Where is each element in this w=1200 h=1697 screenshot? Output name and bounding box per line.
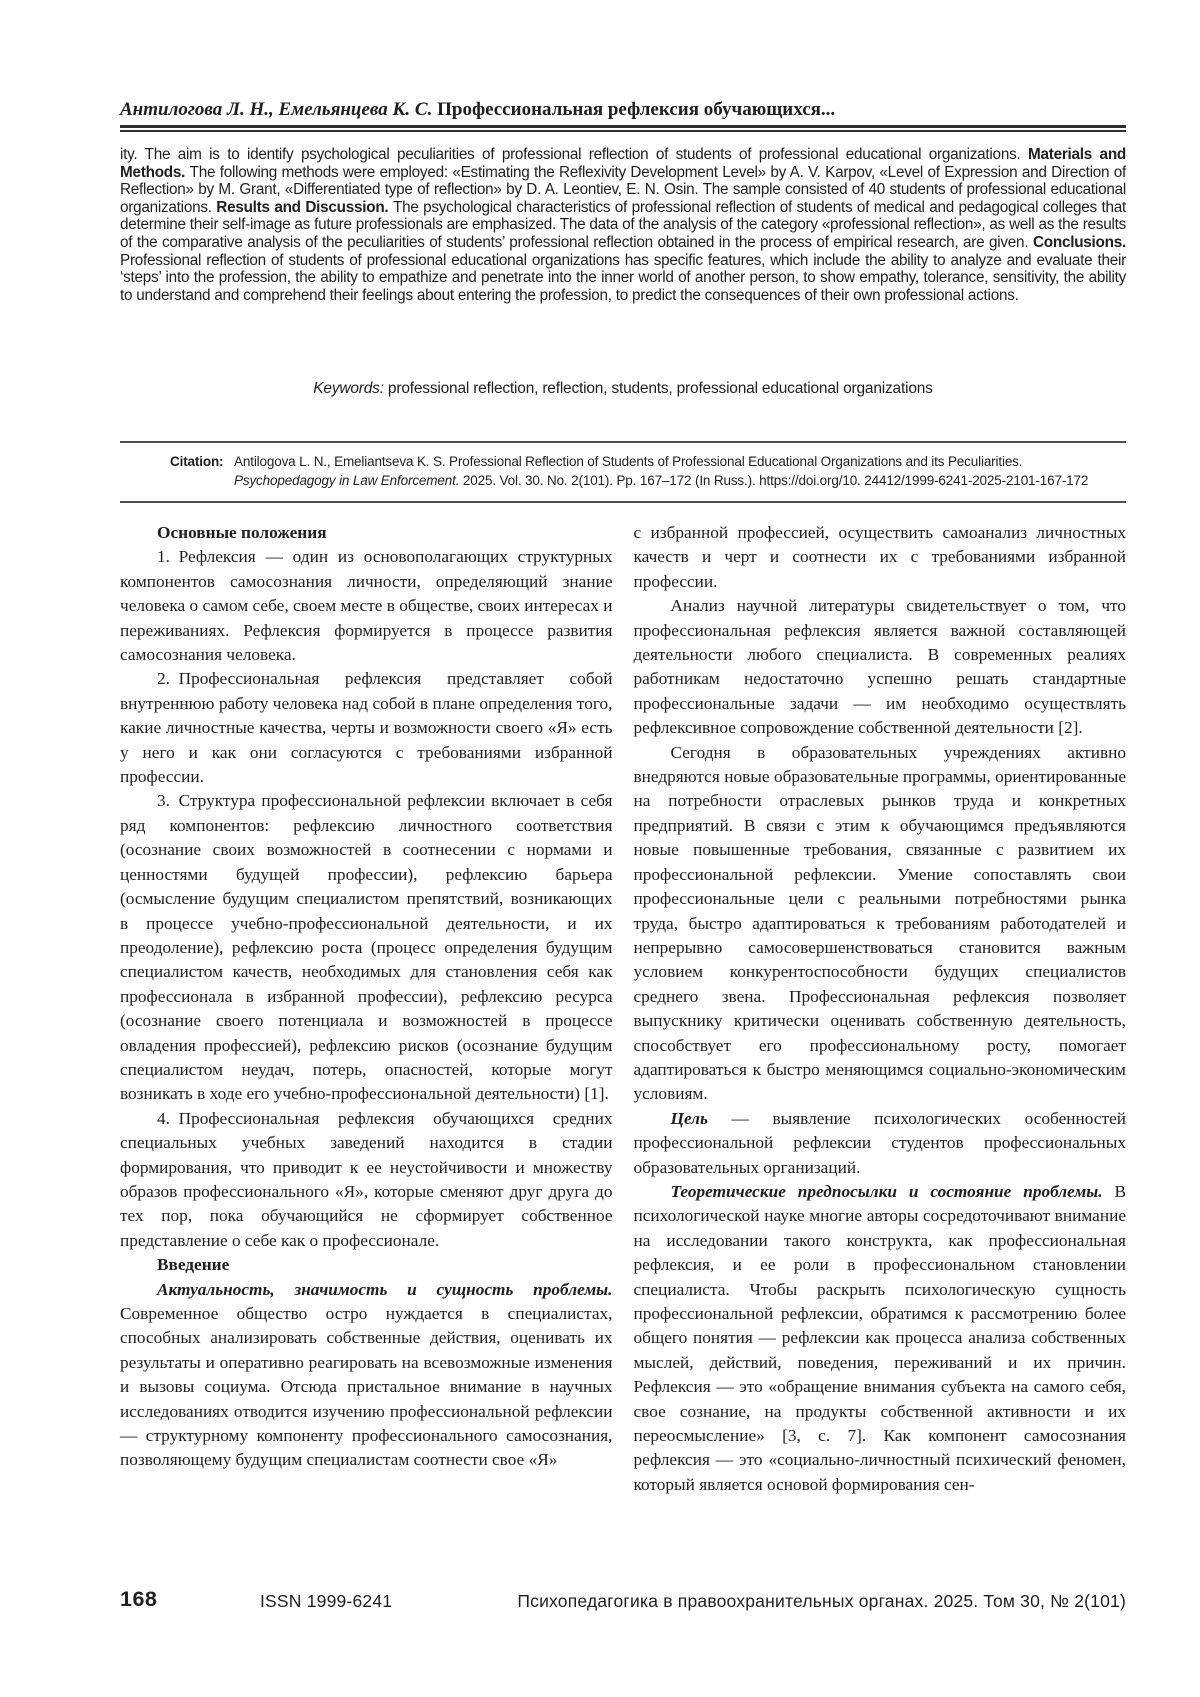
running-head-authors: Антилогова Л. Н., Емельянцева К. С. <box>120 99 433 120</box>
running-head <box>120 99 1126 121</box>
text-run: 3. Структура профессиональной рефлексии включает в себя ряд компонентов: рефлексию личностного соответствия (осознание своих возможностей в соотнесении с нормами и ценностями будущей профессии), рефлексию барьера (осмысление будущим специалистом препятствий, возникающих в процессе учебно-профессиональной деятельности, и их преодоление), рефлексию роста (процесс определения будущим специалистом качеств, необходимых для становления себя как профессионала в избранной профессии), рефлексию ресурса (осознание своего потенциала и возможностей в процессе овладения профессией), рефлексию рисков (осознание будущим специалистом неудач, потерь, опасностей, которые могут возникать в ходе его учебно-профессиональной деятельности) [1]. <box>120 791 613 1104</box>
text-run: Цель <box>670 1108 708 1128</box>
text-run: Актуальность, значимость и сущность проблемы. <box>157 1279 613 1299</box>
abstract-text <box>120 146 1126 304</box>
text-run: 1. Рефлексия — один из основополагающих структурных компонентов самосознания личности, определяющий знание человека о самом себе, своем месте в обществе, своих интересах и переживаниях. Рефлексия формируется в процессе развития самосознания человека. <box>120 547 613 665</box>
text-run: — выявление психологических особенностей профессиональной рефлексии студентов профессиональных образовательных организаций. <box>633 1108 1126 1177</box>
citation-label: Citation: <box>170 454 224 469</box>
keywords-text: professional reflection, reflection, students, professional educational organizations <box>383 380 933 397</box>
section-heading <box>120 1253 613 1277</box>
keywords-line <box>120 380 1126 398</box>
text-run: Materials and Methods. <box>120 146 1127 181</box>
text-run: 4. Профессиональная рефлексия обучающихся средних специальных учебных заведений находится в стадии формирования, что приводит к ее неустойчивости и множеству образов профессионального «Я», которые сменяют друг друга до тех пор, пока обучающийся не сформирует собственное представление о себе как о профессионале. <box>120 1108 613 1250</box>
section-heading <box>120 521 613 545</box>
paragraph <box>120 1107 613 1253</box>
page-footer <box>120 1587 1126 1619</box>
paragraph <box>634 741 1127 1107</box>
citation-block <box>120 441 1126 503</box>
page-number: 168 <box>120 1587 158 1611</box>
text-run: Современное общество остро нуждается в специалистах, способных анализировать собственные действия, оценивать их результаты и оперативно реагировать на всевозможные изменения и вызовы социума. Отсюда пристальное внимание в научных исследованиях отводится изучению профессиональной рефлексии — структурному компоненту профессионального самосознания, позволяющему будущим специалистам соотнести свое «Я» <box>120 1304 613 1470</box>
paragraph <box>120 667 613 789</box>
paragraph <box>634 521 1127 594</box>
text-run: Анализ научной литературы свидетельствует о том, что профессиональная рефлексия является важной составляющей деятельности любого специалиста. В современных реалиях работникам недостаточно успешно решать стандартные профессиональные задачи — им необходимо осуществлять рефлексивное сопровождение собственной деятельности [2]. <box>633 596 1126 738</box>
paragraph <box>634 594 1127 740</box>
text-run: Conclusions. <box>1032 233 1126 251</box>
text-run: Теоретические предпосылки и состояние проблемы. <box>670 1181 1103 1201</box>
text-run: The psychological characteristics of professional reflection of students of medical and pedagogical colleges that determine their self-image as future professionals are emphasized. The data of the analysis of the category «professional reflection», as well as the results of the comparative analysis of the peculiarities of students’ professional reflection obtained in the process of empirical research, are given. <box>120 198 1126 251</box>
paragraph <box>634 1180 1127 1497</box>
issn-label: ISSN 1999-6241 <box>260 1591 393 1611</box>
paragraph <box>120 1278 613 1473</box>
left-column <box>120 521 613 1497</box>
paragraph <box>120 789 613 1106</box>
text-run: Сегодня в образовательных учреждениях активно внедряются новые образовательные программы, ориентированные на потребности отраслевых рынков труда и конкретных предприятий. В связи с этим к обучающимся предъявляются новые повышенные требования, связанные с развитием их профессиональной рефлексии. Умение сопоставлять свои профессиональные цели с реальными потребностями рынка труда, быстро адаптироваться к требованиям работодателей и непрерывно самосовершенствоваться становится важным условием конкурентоспособности будущих специалистов среднего звена. Профессиональная рефлексия позволяет выпускнику критически оценивать собственную деятельность, способствует его профессиональному росту, помогает адаптироваться к быстро меняющимся социально-экономическим условиям. <box>633 742 1126 1104</box>
keywords-label: Keywords: <box>313 380 384 397</box>
text-run: В психологической науке многие авторы сосредоточивают внимание на исследовании такого конструкта, как профессиональная рефлексия, и ее роли в профессиональном становлении специалиста. Чтобы раскрыть психологическую сущность профессиональной рефлексии, обратимся к рассмотрению более общего понятия — рефлексии как процесса анализа собственных мыслей, действий, поведения, переживаний и их причин. Рефлексия — это «обращение внимания субъекта на самого себя, свое сознание, на продукты собственной активности и их переосмысление» [3, с. 7]. Как компонент самосознания рефлексия — это «социально-личностный психический феномен, который является основой формирования сен- <box>633 1181 1126 1494</box>
citation-text <box>234 452 1116 490</box>
paragraph <box>120 545 613 667</box>
right-column <box>634 521 1127 1497</box>
text-run: Professional reflection of students of professional educational organizations has specific features, which include the ability to analyze and evaluate their ‘steps’ into the profession, the ability to empathize and penetrate into the inner world of another person, to show empathy, tolerance, sensitivity, the ability to understand and comprehend their feelings about entering the profession, to predict the consequences of their own professional actions. <box>120 251 1126 304</box>
running-head-title: Профессиональная рефлексия обучающихся... <box>432 99 836 120</box>
text-run: Основные положения <box>157 523 327 542</box>
text-run: Antilogova L. N., Emeliantseva K. S. Professional Reflection of Students of Professional Educational Organizations and its Peculiarities. <box>234 454 1023 469</box>
text-run: с избранной профессией, осуществить самоанализ личностных качеств и черт и соотнести их с требованиями избранной профессии. <box>633 523 1126 591</box>
journal-line: Психопедагогика в правоохранительных органах. 2025. Том 30, № 2(101) <box>517 1591 1126 1611</box>
text-run: The following methods were employed: «Estimating the Reflexivity Development Level» by A. V. Karpov, «Level of Expression and Direction of Reflection» by M. Grant, «Differentiated type of reflection» by D. A. Leontiev, E. N. Osin. The sample consisted of 40 students of professional educational organizations. <box>120 163 1126 216</box>
text-run: ity. The aim is to identify psychological peculiarities of professional reflection of students of professional educational organizations. <box>120 146 1028 163</box>
text-run: Введение <box>157 1255 230 1275</box>
text-run: 2025. Vol. 30. No. 2(101). Pp. 167–172 (In Russ.). https://doi.org/10. 24412/1999-6241-2025-2101-167-172 <box>459 473 1089 488</box>
header-double-rule <box>120 125 1126 132</box>
text-run: Psychopedagogy in Law Enforcement. <box>234 473 460 488</box>
body-columns <box>120 521 1126 1497</box>
text-run: 2. Профессиональная рефлексия представляет собой внутреннюю работу человека над собой в плане определения того, какие личностные качества, черты и возможности своего «Я» есть у него и как они согласуются с требованиями избранной профессии. <box>120 669 613 787</box>
paragraph <box>634 1107 1127 1180</box>
text-run: Results and Discussion. <box>216 198 393 216</box>
